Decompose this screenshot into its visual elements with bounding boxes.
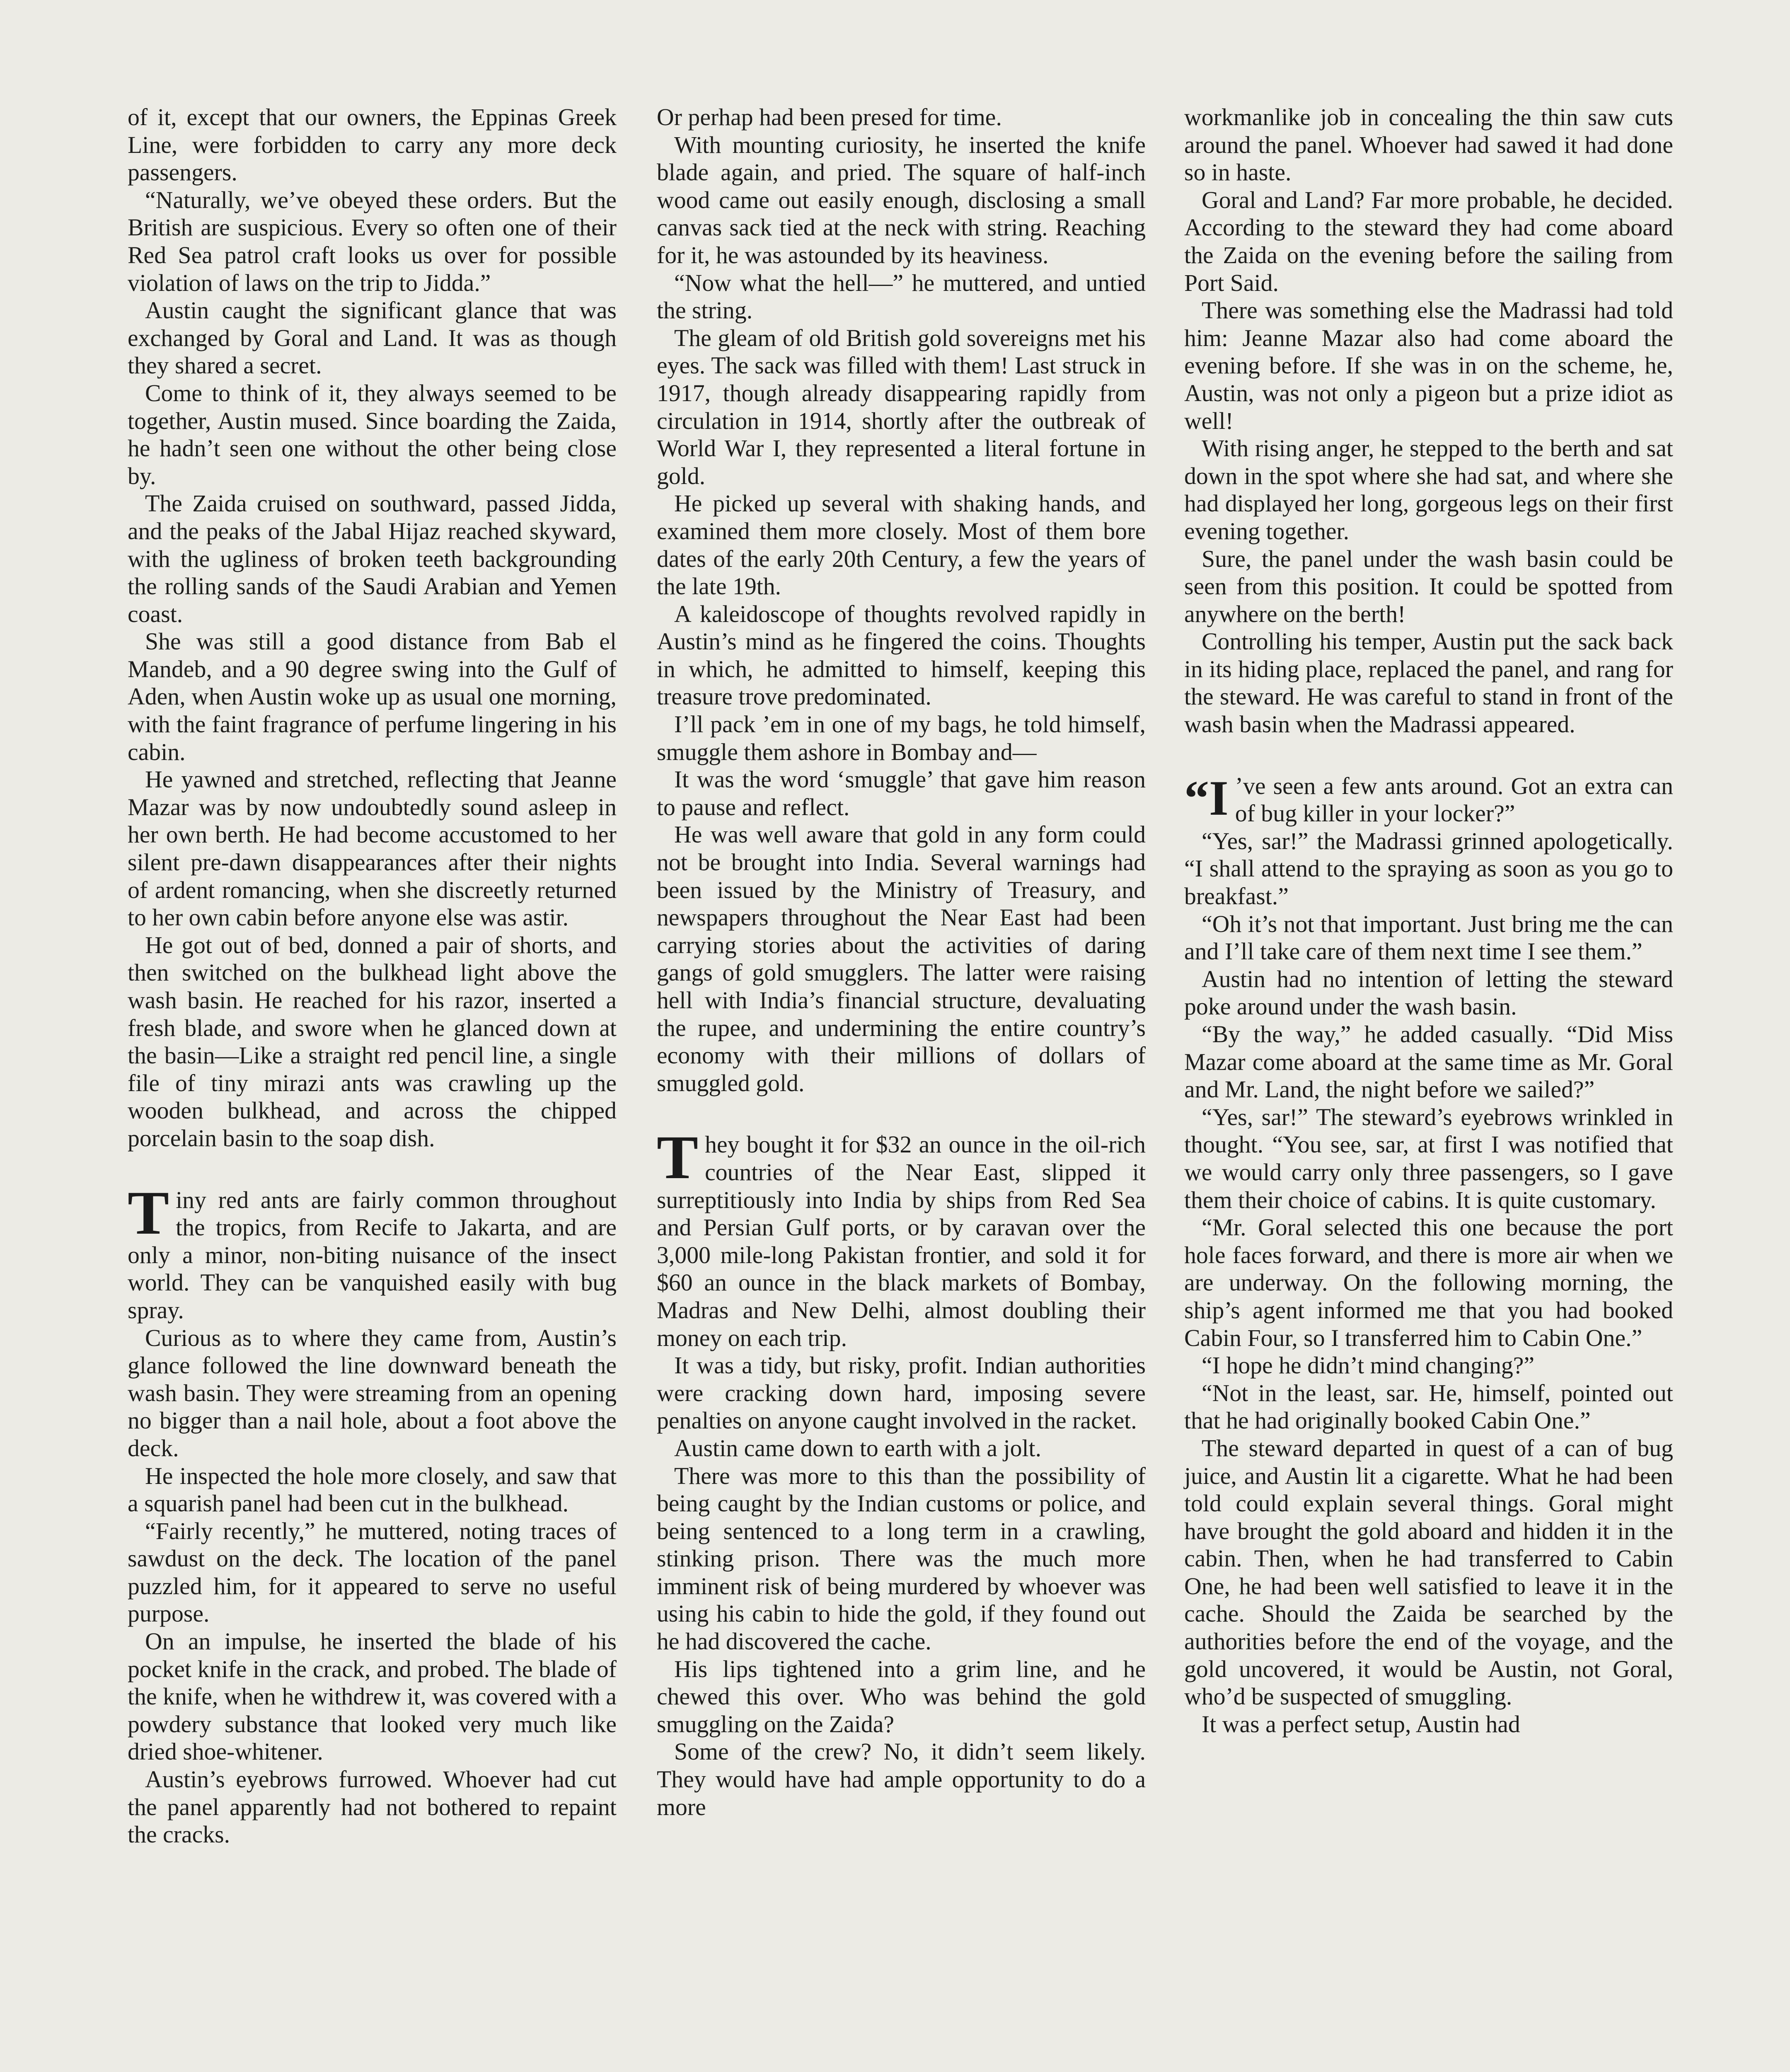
drop-cap: “I (1184, 770, 1229, 825)
paragraph: The Zaida cruised on southward, passed Jidda, and the peaks of the Jabal Hijaz reached skyward, with the ugliness of broken teeth backgrounding the rolling sands of the Saudi Arabian and Yemen coast. (128, 490, 617, 627)
paragraph: “Oh it’s not that important. Just bring me the can and I’ll take care of them next time I see them.” (1184, 910, 1673, 965)
paragraph: “Now what the hell—” he muttered, and untied the string. (657, 269, 1146, 324)
paragraph: Some of the crew? No, it didn’t seem likely. They would have had ample opportunity to do a more (657, 1738, 1146, 1820)
paragraph: It was a tidy, but risky, profit. Indian authorities were cracking down hard, imposing severe penalties on anyone caught involved in the racket. (657, 1352, 1146, 1434)
paragraph: I’ll pack ’em in one of my bags, he told himself, smuggle them ashore in Bombay and— (657, 711, 1146, 765)
paragraph: Sure, the panel under the wash basin could be seen from this position. It could be spotted from anywhere on the berth! (1184, 545, 1673, 627)
paragraph: Come to think of it, they always seemed to be together, Austin mused. Since boarding the Zaida, he hadn’t seen one without the other being close by. (128, 379, 617, 489)
paragraph: Austin’s eyebrows furrowed. Whoever had cut the panel apparently had not bothered to repaint the cracks. (128, 1766, 617, 1848)
paragraph: With mounting curiosity, he inserted the knife blade again, and pried. The square of half-inch wood came out easily enough, disclosing a small canvas sack tied at the neck with string. Reaching for it, he was astounded by its heaviness. (657, 131, 1146, 269)
paragraph: On an impulse, he inserted the blade of his pocket knife in the crack, and probed. The blade of the knife, when he withdrew it, was covered with a powdery substance that looked very much like dried shoe-whitener. (128, 1628, 617, 1765)
paragraph: Or perhap had been presed for time. (657, 104, 1002, 131)
paragraph: He yawned and stretched, reflecting that Jeanne Mazar was by now undoubtedly sound asleep in her own berth. He had become accustomed to her silent pre-dawn disappearances after their nights of ardent romancing, when she discreetly returned to her own cabin before anyone else was astir. (128, 766, 617, 931)
section-opening-paragraph: They bought it for $32 an ounce in the oil-rich countries of the Near East, slipped it surreptitiously into India by ships from Red Sea and Persian Gulf ports, or by caravan over the 3,000 mile-long Pakistan frontier, and sold it for $60 an ounce in the black markets of Bombay, Madras and New Delhi, almost doubling their money on each trip. (657, 1123, 1146, 1351)
drop-cap: T (657, 1123, 699, 1192)
section-opening-paragraph: “I ’ve seen a few ants around. Got an extra can of bug killer in your locker?” (1184, 770, 1673, 827)
paragraph: There was something else the Madrassi had told him: Jeanne Mazar also had come aboard the evening before. If she was in on the scheme, he, Austin, was not only a pigeon but a prize idiot as well! (1184, 297, 1673, 434)
paragraph: Curious as to where they came from, Austin’s glance followed the line downward beneath the wash basin. They were streaming from an opening no bigger than a nail hole, about a foot above the deck. (128, 1324, 617, 1462)
paragraph: Goral and Land? Far more probable, he decided. According to the steward they had come aboard the Zaida on the evening before the sailing from Port Said. (1184, 186, 1673, 296)
paragraph: “Naturally, we’ve obeyed these orders. But the British are suspicious. Every so often one of their Red Sea patrol craft looks us over for possible violation of laws on the trip to Jidda.” (128, 186, 617, 296)
paragraph: “Yes, sar!” The steward’s eyebrows wrinkled in thought. “You see, sar, at first I was notified that we would carry only three passengers, so I gave them their choice of cabins. It is quite customary. (1184, 1103, 1673, 1213)
paragraph: His lips tightened into a grim line, and he chewed this over. Who was behind the gold smuggling on the Zaida? (657, 1655, 1146, 1738)
paragraph: It was a perfect setup, Austin had (1202, 1710, 1520, 1738)
paragraph: With rising anger, he stepped to the berth and sat down in the spot where she had sat, and where she had displayed her long, gorgeous legs on their first evening together. (1184, 435, 1673, 545)
paragraph: There was more to this than the possibility of being caught by the Indian customs or police, and being sentenced to a long term in a crawling, stinking prison. There was the much more imminent risk of being murdered by whoever was using his cabin to hide the gold, if they found out he had discovered the cache. (657, 1462, 1146, 1655)
paragraph: The steward departed in quest of a can of bug juice, and Austin lit a cigarette. What he had been told could explain several things. Goral might have brought the gold aboard and hidden it in the cabin. Then, when he had transferred to Cabin One, he had been well satisfied to leave it in the cache. Should the Zaida be searched by the authorities before the end of the voyage, and the gold uncovered, it would be Austin, not Goral, who’d be suspected of smuggling. (1184, 1434, 1673, 1710)
paragraph: He inspected the hole more closely, and saw that a squarish panel had been cut in the bulkhead. (128, 1462, 617, 1517)
drop-cap: T (128, 1178, 169, 1247)
paragraph: “Mr. Goral selected this one because the port hole faces forward, and there is more air when we are underway. On the following morning, the ship’s agent informed me that you had booked Cabin Four, so I transferred him to Cabin One.” (1184, 1214, 1673, 1351)
text-column-right (1184, 104, 1673, 1738)
paragraph: Controlling his temper, Austin put the sack back in its hiding place, replaced the panel, and rang for the steward. He was careful to stand in front of the wash basin when the Madrassi appeared. (1184, 628, 1673, 738)
paragraph: “Not in the least, sar. He, himself, pointed out that he had originally booked Cabin One.” (1184, 1379, 1673, 1434)
paragraph: “I hope he didn’t mind changing?” (1202, 1352, 1535, 1379)
paragraph: Austin had no intention of letting the steward poke around under the wash basin. (1184, 965, 1673, 1020)
text-column-left (128, 104, 617, 1849)
paragraph: Austin caught the significant glance that was exchanged by Goral and Land. It was as though they shared a secret. (128, 297, 617, 379)
paragraph: It was the word ‘smuggle’ that gave him reason to pause and reflect. (657, 766, 1146, 821)
paragraph: The gleam of old British gold sovereigns met his eyes. The sack was filled with them! Last struck in 1917, though already disappearing rapidly from circulation in 1914, shortly after the outbreak of World War I, they represented a literal fortune in gold. (657, 324, 1146, 489)
paragraph: “By the way,” he added casually. “Did Miss Mazar come aboard at the same time as Mr. Goral and Mr. Land, the night before we sailed?” (1184, 1021, 1673, 1103)
paragraph: Austin came down to earth with a jolt. (674, 1434, 1042, 1462)
paragraph: He was well aware that gold in any form could not be brought into India. Several warnings had been issued by the Ministry of Treasury, and newspapers throughout the Near East had been carrying stories about the activities of daring gangs of gold smugglers. The latter were raising hell with India’s financial structure, devaluating the rupee, and undermining the entire country’s economy with their millions of dollars of smuggled gold. (657, 821, 1146, 1097)
paragraph: “Yes, sar!” the Madrassi grinned apologetically. “I shall attend to the spraying as soon as you go to breakfast.” (1184, 827, 1673, 910)
paragraph: “Fairly recently,” he muttered, noting traces of sawdust on the deck. The location of the panel puzzled him, for it appeared to serve no useful purpose. (128, 1517, 617, 1627)
section-opening-paragraph: Tiny red ants are fairly common throughout the tropics, from Recife to Jakarta, and are only a minor, non-biting nuisance of the insect world. They can be vanquished easily with bug spray. (128, 1178, 617, 1324)
text-column-middle (657, 104, 1146, 1821)
paragraph: of it, except that our owners, the Eppinas Greek Line, were forbidden to carry any more deck passengers. (128, 104, 617, 186)
paragraph: He got out of bed, donned a pair of shorts, and then switched on the bulkhead light above the wash basin. He reached for his razor, inserted a fresh blade, and swore when he glanced down at the basin—Like a straight red pencil line, a single file of tiny mirazi ants was crawling up the wooden bulkhead, and across the chipped porcelain basin to the soap dish. (128, 931, 617, 1152)
paragraph: A kaleidoscope of thoughts revolved rapidly in Austin’s mind as he fingered the coins. Thoughts in which, he admitted to himself, keeping this treasure trove predominated. (657, 600, 1146, 710)
paragraph: workmanlike job in concealing the thin saw cuts around the panel. Whoever had sawed it had done so in haste. (1184, 104, 1673, 186)
paragraph: She was still a good distance from Bab el Mandeb, and a 90 degree swing into the Gulf of Aden, when Austin woke up as usual one morning, with the faint fragrance of perfume lingering in his cabin. (128, 628, 617, 765)
paragraph: He picked up several with shaking hands, and examined them more closely. Most of them bore dates of the early 20th Century, a few the years of the late 19th. (657, 490, 1146, 600)
